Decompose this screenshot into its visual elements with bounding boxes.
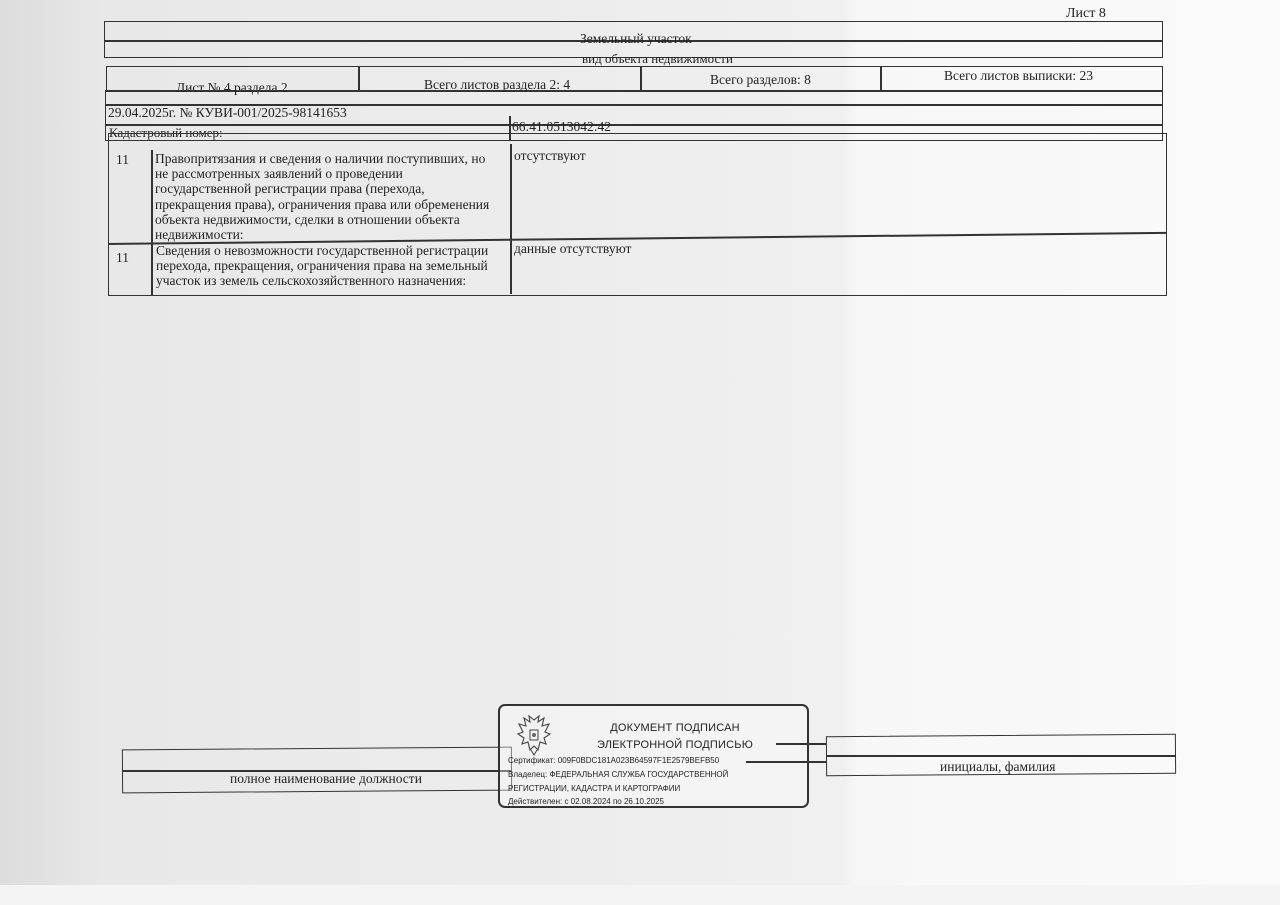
total-sections: Всего разделов: 8 (710, 72, 811, 87)
sheet-info-divider-2 (640, 66, 642, 92)
cadastral-label: Кадастровый номер: (109, 125, 223, 140)
sheet-number: Лист 8 (1066, 6, 1106, 21)
row-1-label-line: прекращения права), ограничения права или обременения (155, 196, 490, 212)
row-1-label-line: объекта недвижимости, сделки в отношении объекта (155, 211, 460, 227)
object-kind-label: вид объекта недвижимости (582, 51, 733, 66)
row-2-value: данные отсутствуют (514, 241, 632, 256)
position-label: полное наименование должности (230, 771, 422, 786)
stamp-separator (746, 761, 826, 763)
row-1-label-line: не рассмотренных заявлений о проведении (155, 166, 403, 182)
signature-name-line (826, 755, 1176, 757)
row-1-number: 11 (116, 152, 129, 167)
row-1-label-line: государственной регистрации права (перехода, (155, 181, 425, 197)
row-1-label-line: Правопритязания и сведения о наличии поступивших, но (155, 151, 486, 166)
cadastral-value: 66:41:0513042:42 (512, 119, 612, 134)
row-2-label-line: участок из земель сельскохозяйственного назначения: (156, 273, 467, 289)
page-bottom-edge (0, 885, 1280, 905)
record-divider-2 (105, 124, 1163, 126)
stamp-title-line: ДОКУМЕНТ ПОДПИСАН (610, 722, 740, 734)
row-2-label (156, 243, 512, 289)
table-col-divider-1 (151, 150, 153, 296)
object-type: Земельный участок (580, 31, 692, 46)
stamp-title-line: ЭЛЕКТРОННОЙ ПОДПИСЬЮ (596, 739, 754, 751)
stamp-title (580, 720, 770, 754)
name-label: инициалы, фамилия (940, 759, 1056, 774)
sheet-info-divider-1 (358, 66, 360, 92)
total-sheets-extract: Всего листов выписки: 23 (944, 68, 1093, 83)
stamp-certificate: Сертификат: 009F0BDC181A023B64597F1E2579BEFB50 (508, 756, 720, 765)
stamp-separator (776, 743, 826, 745)
row-1-value: отсутствуют (514, 148, 586, 163)
total-sheets-section: Всего листов раздела 2: 4 (424, 77, 571, 92)
stamp-owner-line1: Владелец: ФЕДЕРАЛЬНАЯ СЛУЖБА ГОСУДАРСТВЕННОЙ (508, 770, 729, 779)
stamp-validity: Действителен: с 02.08.2024 по 26.10.2025 (508, 797, 664, 806)
sheet-info-divider-3 (880, 66, 882, 92)
sheet-of-section: Лист № 4 раздела 2 (176, 80, 288, 95)
stamp-owner-line2: РЕГИСТРАЦИИ, КАДАСТРА И КАРТОГРАФИИ (508, 784, 681, 793)
coat-of-arms-emblem (514, 714, 554, 756)
row-2-label-line: перехода, прекращения, ограничения права на земельный (156, 258, 488, 274)
row-2-label-line: Сведения о невозможности государственной регистрации (156, 243, 489, 258)
row-2-number: 11 (116, 250, 129, 265)
record-date-number: 29.04.2025г. № КУВИ-001/2025-98141653 (108, 105, 347, 120)
row-1-label (155, 151, 511, 242)
electronic-signature-stamp (498, 704, 809, 808)
row-1-label-line: недвижимости: (155, 227, 244, 243)
